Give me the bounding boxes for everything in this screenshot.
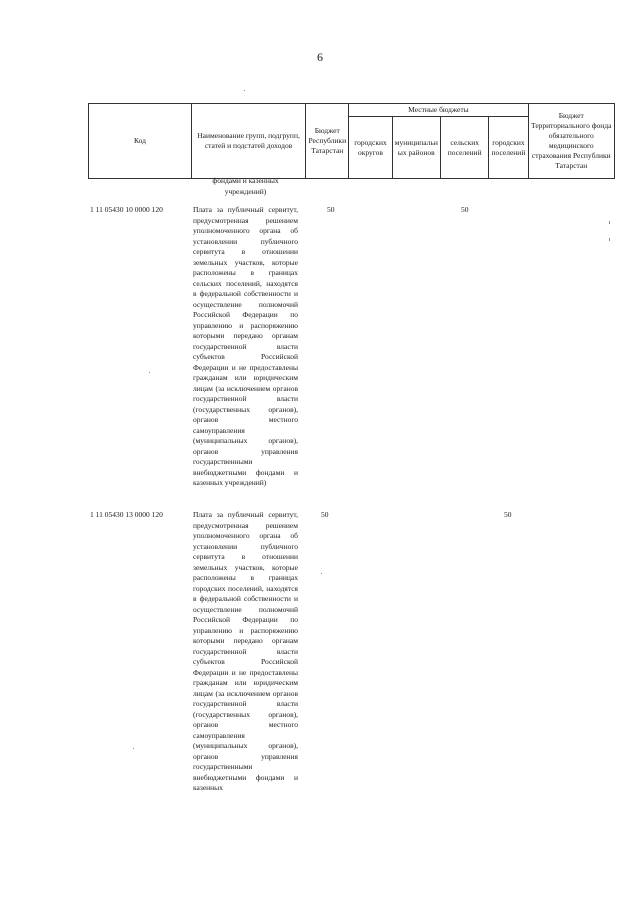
scan-speck <box>609 238 610 241</box>
row-code: 1 11 05430 13 0000 120 <box>90 510 163 519</box>
urban-settlements-header: городских поселений <box>489 117 528 179</box>
continuation-text: фондами и казенных учреждений) <box>212 176 279 196</box>
local-budgets-header: Местные бюджеты <box>349 104 528 117</box>
row-name: Плата за публичный сервитут, предусмотренная решением уполномоченного органа об установлении публичного сервитута в отношении земельных участков, которые расположены в границах сельских поселений, находятся в федеральной собственности и осуществление полномочий Российской Федерации по управлению и распоряжению которыми передано органам государственной власти субъектов Российской Федерации и не предоставлены гражданам или юридическим лицам (за исключением органов государственной власти (государственных органов), органов местного самоуправления (муниципальных органов), органов управления государственными внебюджетными фондами и казенных учреждений) <box>193 205 298 487</box>
row-rural-settlements-value: 50 <box>461 205 469 214</box>
budget-table <box>88 103 615 179</box>
row-name: Плата за публичный сервитут, предусмотренная решением уполномоченного органа об установлении публичного сервитута в отношении земельных участков, которые расположены в границах городских поселений, находятся в федеральной собственности и осуществление полномочий Российской Федерации по управлению и распоряжению которыми передано органам государственной власти субъектов Российской Федерации и не предоставлены гражданам или юридическим лицам (за исключением органов государственной власти (государственных органов), органов местного самоуправления (муниципальных органов), органов управления государственными внебюджетными фондами и казенных <box>193 510 298 792</box>
code-column-header: Код <box>89 104 192 179</box>
scan-speck <box>609 221 610 224</box>
tatarstan-budget-header: Бюджет Республики Татарстан <box>306 104 349 179</box>
row-tatarstan-value: 50 <box>321 510 329 519</box>
municipal-districts-header: муниципальных районов <box>392 117 440 179</box>
row-code: 1 11 05430 10 0000 120 <box>90 205 163 214</box>
scan-speck <box>133 748 134 749</box>
rural-settlements-header: сельских поселений <box>440 117 488 179</box>
page-number: 6 <box>317 50 323 64</box>
row-tatarstan-value: 50 <box>327 205 335 214</box>
scan-speck <box>149 372 150 373</box>
city-districts-header: городских округов <box>349 117 392 179</box>
name-column-header: Наименование групп, подгрупп, статей и подстатей доходов <box>191 104 305 179</box>
row-urban-settlements-value: 50 <box>504 510 512 519</box>
scan-speck <box>244 90 245 91</box>
health-fund-header: Бюджет Территориального фонда обязательного медицинского страхования Республики Татарстан <box>528 104 615 179</box>
scan-speck <box>321 573 322 574</box>
